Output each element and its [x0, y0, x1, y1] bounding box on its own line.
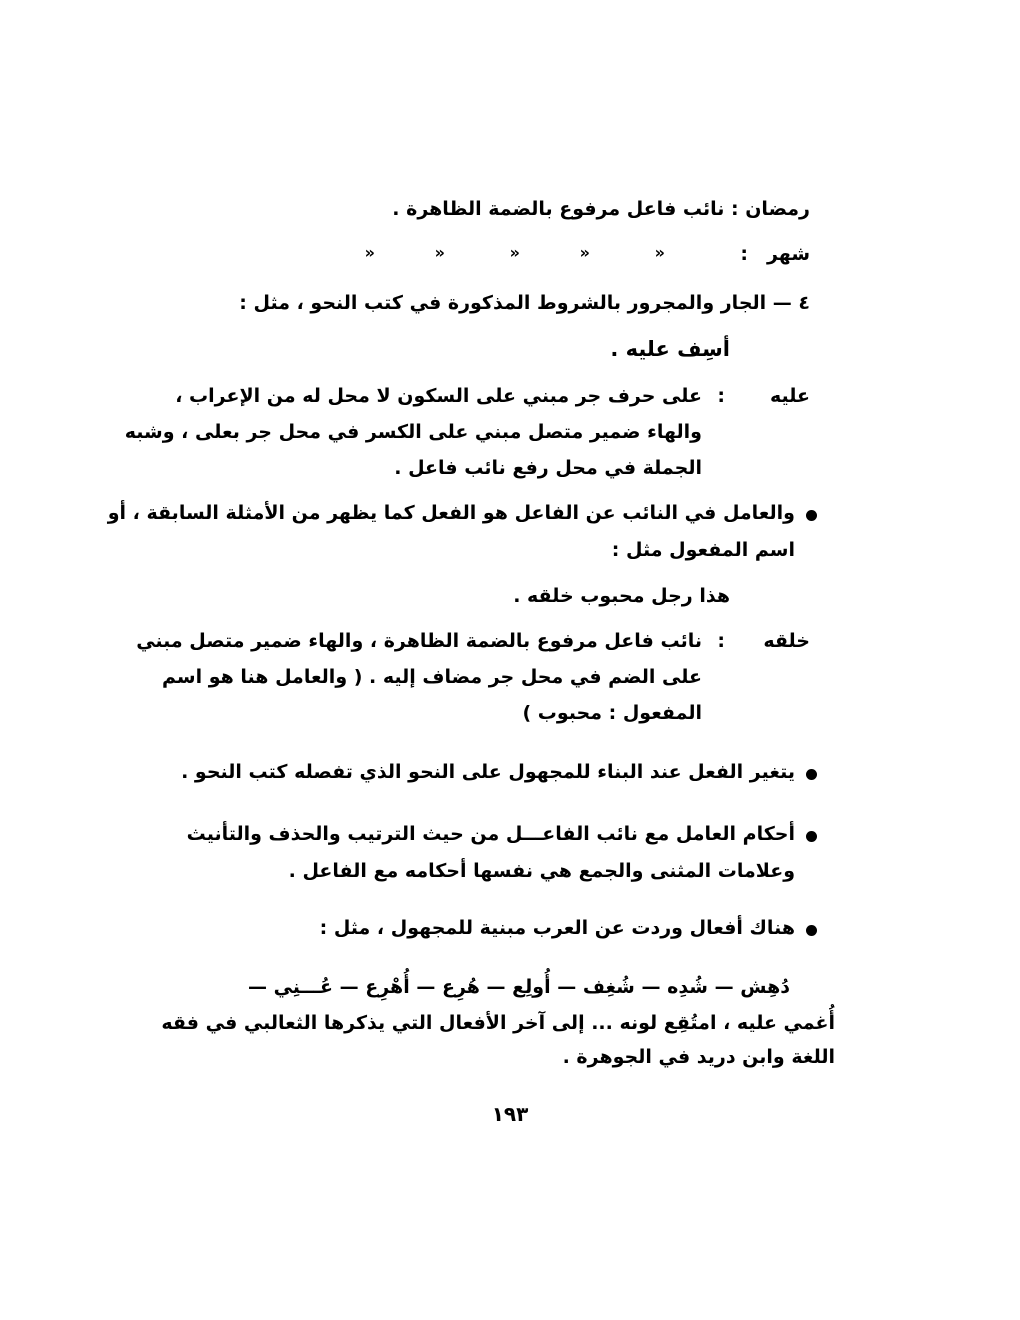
- ditto-mark: »: [654, 243, 665, 262]
- khuluquh-colon: :: [717, 630, 725, 652]
- bullet2-line: يتغير الفعل عند البناء للمجهول على النحو الذي تفصله كتب النحو .: [181, 761, 795, 783]
- bullet-icon: [806, 925, 817, 936]
- alayh-colon: :: [717, 385, 725, 407]
- page-number: ١٩٣: [491, 1102, 529, 1126]
- example-mahboub: هذا رجل محبوب خلقه .: [513, 585, 730, 607]
- verbs-line-1: دُهِش — شُدِه — شُغِف — أُولِع — هُرِع — أُهْرِع — عُـــنِي —: [247, 976, 790, 998]
- example-asifa: أسِف عليه .: [610, 337, 730, 361]
- bullet4-line: هناك أفعال وردت عن العرب مبنية للمجهول ، مثل :: [319, 917, 795, 939]
- bullet-icon: [806, 510, 817, 521]
- verbs-line-3: اللغة وابن دريد في الجوهرة .: [562, 1046, 835, 1068]
- line-ramadan: رمضان : نائب فاعل مرفوع بالضمة الظاهرة .: [392, 198, 810, 220]
- ditto-mark: »: [509, 243, 520, 262]
- alayh-line-3: الجملة في محل رفع نائب فاعل .: [394, 457, 702, 479]
- bullet3-line-1: أحكام العامل مع نائب الفاعـــل من حيث الترتيب والحذف والتأنيث: [186, 823, 795, 845]
- bullet-icon: [806, 769, 817, 780]
- bullet-icon: [806, 831, 817, 842]
- khuluquh-line-3: المفعول : محبوب ): [522, 702, 702, 724]
- term-khuluquh: خلقه: [763, 630, 810, 652]
- line-item4: ٤ — الجار والمجرور بالشروط المذكورة في كتب النحو ، مثل :: [239, 292, 810, 314]
- verbs-line-2: أُغمي عليه ، امتُقِع لونه ... إلى آخر الأفعال التي يذكرها الثعالبي في فقه: [161, 1012, 835, 1034]
- shahr-colon: :: [740, 243, 748, 265]
- bullet3-line-2: وعلامات المثنى والجمع هي نفسها أحكامه مع الفاعل .: [288, 860, 795, 882]
- khuluquh-line-2: على الضم في محل جر مضاف إليه . ( والعامل هنا هو اسم: [162, 666, 702, 688]
- ditto-mark: »: [579, 243, 590, 262]
- ditto-row: [210, 241, 810, 267]
- alayh-line-2: والهاء ضمير متصل مبني على الكسر في محل جر بعلى ، وشبه: [124, 421, 702, 443]
- term-alayh: عليه: [769, 385, 810, 407]
- khuluquh-line-1: نائب فاعل مرفوع بالضمة الظاهرة ، والهاء ضمير متصل مبني: [136, 630, 702, 652]
- term-shahr: شهر: [766, 243, 810, 265]
- ditto-mark: »: [434, 243, 445, 262]
- ditto-mark: »: [364, 243, 375, 262]
- alayh-line-1: على حرف جر مبني على السكون لا محل له من الإعراب ،: [175, 385, 702, 407]
- bullet1-line-1: والعامل في النائب عن الفاعل هو الفعل كما يظهر من الأمثلة السابقة ، أو: [107, 502, 795, 524]
- bullet1-line-2: اسم المفعول مثل :: [611, 539, 795, 561]
